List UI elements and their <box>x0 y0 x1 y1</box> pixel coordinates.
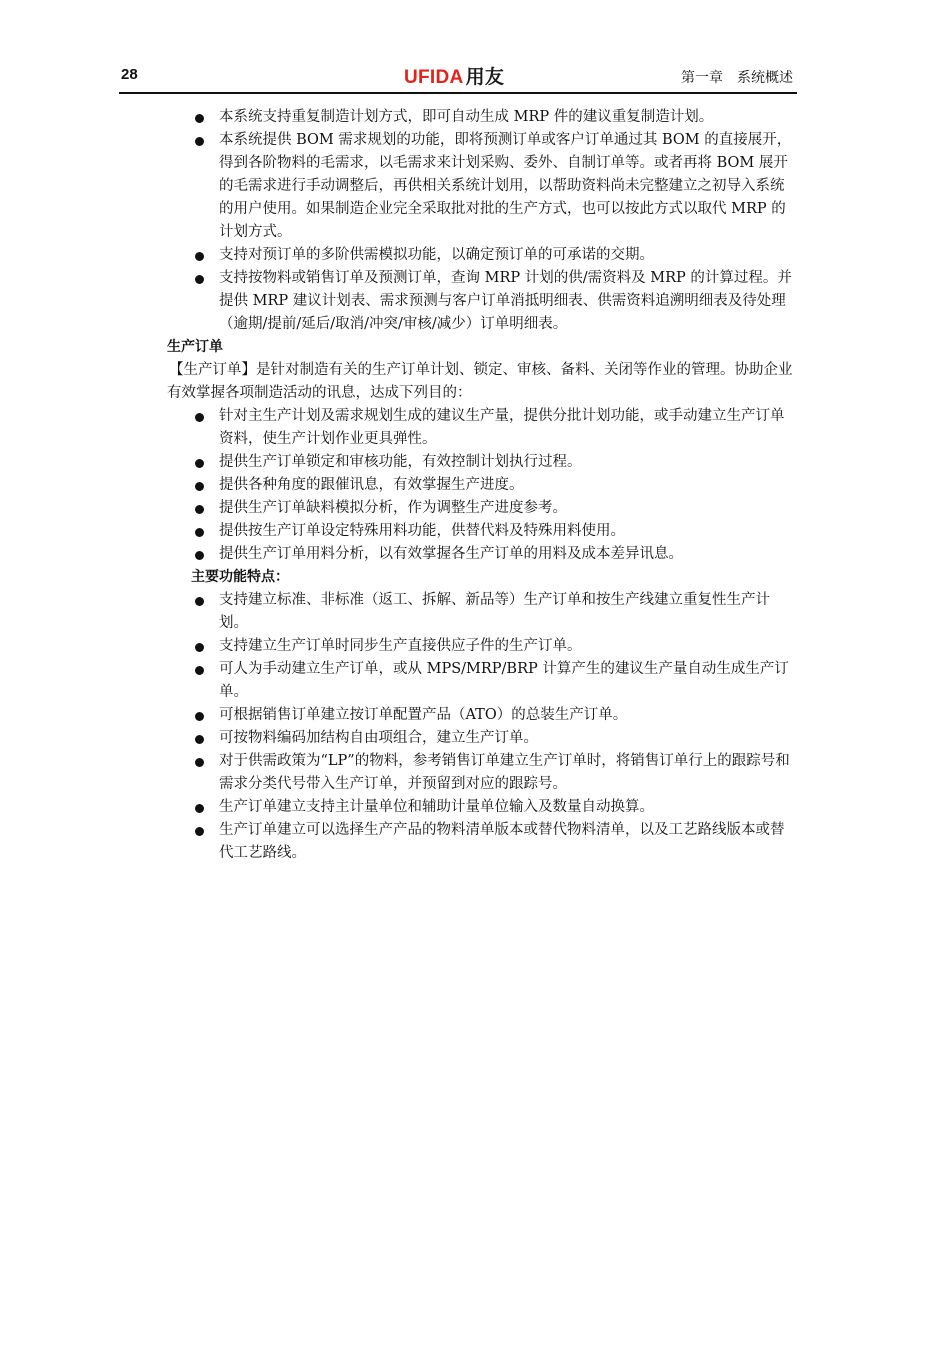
bullet-dot-icon <box>195 643 204 652</box>
subsection-title-main-features: 主要功能特点： <box>191 569 289 585</box>
list-item: 提供各种角度的跟催讯息，有效掌握生产进度。 <box>167 474 795 497</box>
logo-brand-en: UFIDA <box>404 67 464 88</box>
bullet-dot-icon <box>195 413 204 422</box>
bullet-dot-icon <box>195 505 204 514</box>
list-item: 本系统支持重复制造计划方式，即可自动生成 MRP 件的建议重复制造计划。 <box>167 106 795 129</box>
list-item: 生产订单建立可以选择生产产品的物料清单版本或替代物料清单，以及工艺路线版本或替代工艺路线。 <box>167 819 795 865</box>
page-content <box>167 106 795 865</box>
bullet-dot-icon <box>195 528 204 537</box>
list-item: 本系统提供 BOM 需求规划的功能，即将预测订单或客户订单通过其 BOM 的直接展开，得到各阶物料的毛需求，以毛需求来计划采购、委外、自制订单等。或者再将 BOM 展开的毛需求进行手动调整后，再供相关系统计划用，以帮助资料尚未完整建立之初导入系统的用户使用。如果制造企业完全采取批对批的生产方式，也可以按此方式以取代 MRP 的计划方式。 <box>167 129 795 244</box>
list-item: 提供按生产订单设定特殊用料功能，供替代料及特殊用料使用。 <box>167 520 795 543</box>
list-item: 支持对预订单的多阶供需模拟功能，以确定预订单的可承诺的交期。 <box>167 244 795 267</box>
list-item: 支持建立生产订单时同步生产直接供应子件的生产订单。 <box>167 635 795 658</box>
bullet-dot-icon <box>195 827 204 836</box>
section-title-production-order: 生产订单 <box>167 339 223 355</box>
bullet-dot-icon <box>195 735 204 744</box>
list-item: 可根据销售订单建立按订单配置产品（ATO）的总装生产订单。 <box>167 704 795 727</box>
list-item: 对于供需政策为“LP”的物料，参考销售订单建立生产订单时，将销售订单行上的跟踪号和需求分类代号带入生产订单，并预留到对应的跟踪号。 <box>167 750 795 796</box>
chapter-title: 第一章 系统概述 <box>681 70 793 86</box>
list-item: 生产订单建立支持主计量单位和辅助计量单位输入及数量自动换算。 <box>167 796 795 819</box>
list-item: 提供生产订单用料分析，以有效掌握各生产订单的用料及成本差异讯息。 <box>167 543 795 566</box>
page-number: 28 <box>121 66 138 83</box>
production-order-goals-list <box>167 405 795 566</box>
bullet-dot-icon <box>195 252 204 261</box>
production-order-intro: 【生产订单】是针对制造有关的生产订单计划、锁定、审核、备料、关闭等作业的管理。协助企业有效掌握各项制造活动的讯息，达成下列目的： <box>167 362 793 401</box>
bullet-dot-icon <box>195 758 204 767</box>
bullet-dot-icon <box>195 712 204 721</box>
mrp-feature-list <box>167 106 795 336</box>
list-item: 支持按物料或销售订单及预测订单，查询 MRP 计划的供/需资料及 MRP 的计算过程。并提供 MRP 建议计划表、需求预测与客户订单消抵明细表、供需资料追溯明细表及待处理（逾期/提前/延后/取消/冲突/审核/减少）订单明细表。 <box>167 267 795 336</box>
bullet-dot-icon <box>195 551 204 560</box>
list-item: 支持建立标准、非标准（返工、拆解、新品等）生产订单和按生产线建立重复性生产计划。 <box>167 589 795 635</box>
list-item: 针对主生产计划及需求规划生成的建议生产量，提供分批计划功能，或手动建立生产订单资料，使生产计划作业更具弹性。 <box>167 405 795 451</box>
logo-brand-cn: 用友 <box>465 67 505 88</box>
list-item: 提供生产订单缺料模拟分析，作为调整生产进度参考。 <box>167 497 795 520</box>
list-item: 可人为手动建立生产订单，或从 MPS/MRP/BRP 计算产生的建议生产量自动生成生产订单。 <box>167 658 795 704</box>
bullet-dot-icon <box>195 275 204 284</box>
bullet-dot-icon <box>195 666 204 675</box>
bullet-dot-icon <box>195 482 204 491</box>
list-item: 可按物料编码加结构自由项组合，建立生产订单。 <box>167 727 795 750</box>
bullet-dot-icon <box>195 114 204 123</box>
main-features-list <box>167 589 795 865</box>
bullet-dot-icon <box>195 597 204 606</box>
bullet-dot-icon <box>195 804 204 813</box>
page-header <box>119 62 797 94</box>
ufida-logo <box>404 62 504 89</box>
list-item: 提供生产订单锁定和审核功能，有效控制计划执行过程。 <box>167 451 795 474</box>
bullet-dot-icon <box>195 459 204 468</box>
bullet-dot-icon <box>195 137 204 146</box>
